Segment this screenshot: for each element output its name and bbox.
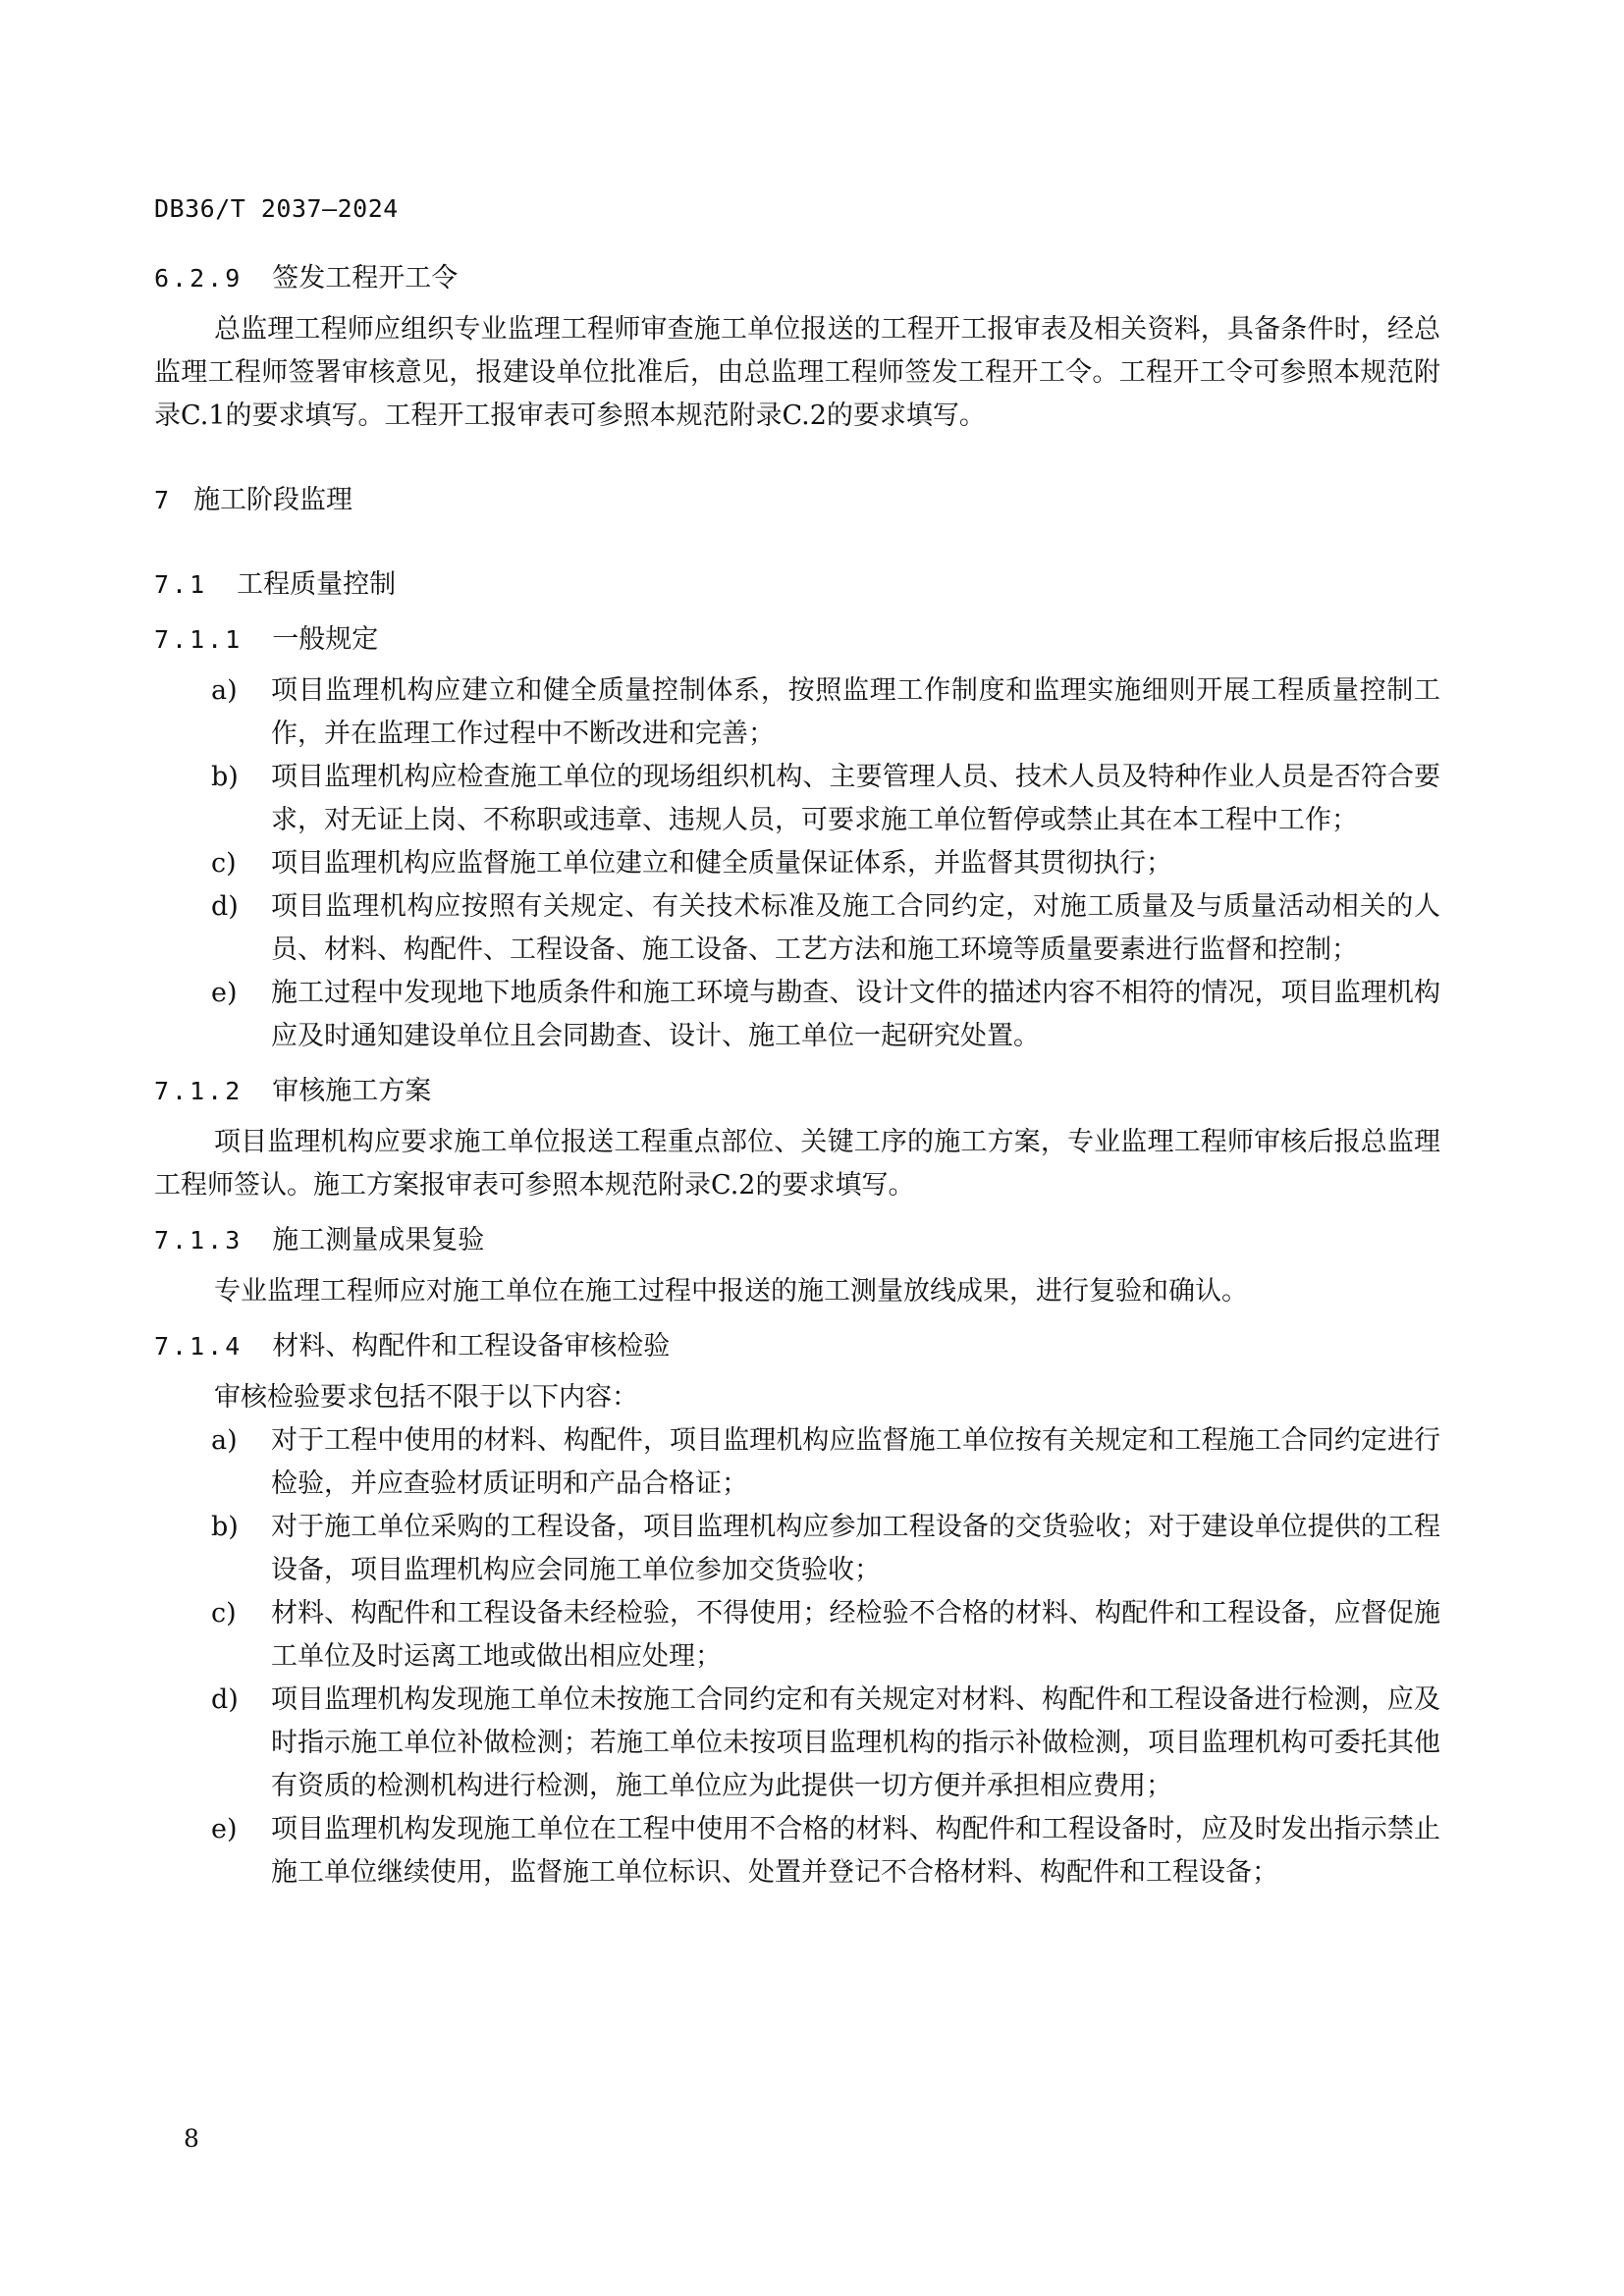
heading-7 (154, 479, 1440, 522)
list-marker: e) (211, 1814, 238, 1844)
list-text: 项目监理机构应建立和健全质量控制体系，按照监理工作制度和监理实施细则开展工程质量控制工作，并在监理工作过程中不断改进和完善； (271, 675, 1440, 749)
heading-7-1-1 (154, 618, 1440, 662)
heading-title: 工程质量控制 (237, 569, 397, 600)
list-text: 施工过程中发现地下地质条件和施工环境与勘查、设计文件的描述内容不相符的情况，项目监理机构应及时通知建设单位且会同勘查、设计、施工单位一起研究处置。 (271, 978, 1440, 1051)
heading-title: 审核施工方案 (272, 1076, 432, 1106)
list-text: 对于施工单位采购的工程设备，项目监理机构应参加工程设备的交货验收；对于建设单位提供的工程设备，项目监理机构应会同施工单位参加交货验收； (271, 1512, 1440, 1585)
list-item (154, 1592, 1440, 1679)
list-item (154, 669, 1440, 756)
heading-7-1-4 (154, 1325, 1440, 1368)
list-marker: a) (211, 675, 238, 706)
document-body (154, 257, 1440, 1895)
document-code: DB36/T 2037—2024 (154, 194, 399, 223)
list-text: 项目监理机构应按照有关规定、有关技术标准及施工合同约定，对施工质量及与质量活动相关的人员、材料、构配件、工程设备、施工设备、工艺方法和施工环境等质量要素进行监督和控制； (271, 891, 1440, 965)
heading-number: 7.1.4 (154, 1332, 244, 1361)
heading-7-1-2 (154, 1070, 1440, 1113)
list-marker: d) (211, 1684, 239, 1715)
heading-7-1 (154, 563, 1440, 607)
list-marker: b) (211, 762, 239, 792)
list-item (154, 756, 1440, 842)
paragraph-7-1-3: 专业监理工程师应对施工单位在施工过程中报送的施工测量放线成果，进行复验和确认。 (214, 1276, 1248, 1307)
list-text: 项目监理机构应监督施工单位建立和健全质量保证体系，并监督其贯彻执行； (271, 848, 1172, 879)
list-item (154, 1506, 1440, 1592)
list-7-1-4 (154, 1419, 1440, 1895)
heading-number: 7.1.2 (154, 1077, 244, 1105)
list-text: 项目监理机构发现施工单位在工程中使用不合格的材料、构配件和工程设备时，应及时发出指示禁止施工单位继续使用，监督施工单位标识、处置并登记不合格材料、构配件和工程设备； (271, 1814, 1440, 1888)
list-marker: c) (211, 848, 237, 879)
paragraph-7-1-4-intro: 审核检验要求包括不限于以下内容： (214, 1382, 638, 1413)
list-text: 材料、构配件和工程设备未经检验，不得使用；经检验不合格的材料、构配件和工程设备，应督促施工单位及时运离工地或做出相应处理； (271, 1598, 1440, 1672)
list-item (154, 1419, 1440, 1506)
heading-title: 施工测量成果复验 (272, 1225, 485, 1255)
heading-6-2-9 (154, 257, 1440, 300)
list-marker: c) (211, 1598, 237, 1629)
heading-number: 7.1.3 (154, 1226, 244, 1255)
heading-title: 一般规定 (272, 624, 379, 655)
paragraph-6-2-9: 总监理工程师应组织专业监理工程师审查施工单位报送的工程开工报审表及相关资料，具备条件时，经总监理工程师签署审核意见，报建设单位批准后，由总监理工程师签发工程开工令。工程开工令可参照本规范附录C.1的要求填写。工程开工报审表可参照本规范附录C.2的要求填写。 (154, 314, 1440, 431)
heading-title: 签发工程开工令 (272, 263, 459, 294)
list-text: 对于工程中使用的材料、构配件，项目监理机构应监督施工单位按有关规定和工程施工合同约定进行检验，并应查验材质证明和产品合格证； (271, 1425, 1440, 1499)
list-text: 项目监理机构发现施工单位未按施工合同约定和有关规定对材料、构配件和工程设备进行检测，应及时指示施工单位补做检测；若施工单位未按项目监理机构的指示补做检测，项目监理机构可委托其他有资质的检测机构进行检测，施工单位应为此提供一切方便并承担相应费用； (271, 1684, 1440, 1801)
list-text: 项目监理机构应检查施工单位的现场组织机构、主要管理人员、技术人员及特种作业人员是否符合要求，对无证上岗、不称职或违章、违规人员，可要求施工单位暂停或禁止其在本工程中工作； (271, 762, 1440, 835)
heading-number: 7 (154, 486, 173, 514)
list-marker: d) (211, 891, 239, 922)
list-marker: a) (211, 1425, 238, 1456)
heading-title: 施工阶段监理 (193, 485, 353, 515)
heading-title: 材料、构配件和工程设备审核检验 (272, 1331, 671, 1362)
heading-number: 7.1.1 (154, 625, 244, 654)
heading-number: 7.1 (154, 570, 208, 599)
list-item (154, 1808, 1440, 1895)
list-marker: e) (211, 978, 238, 1008)
list-item (154, 842, 1440, 885)
paragraph-7-1-2: 项目监理机构应要求施工单位报送工程重点部位、关键工序的施工方案，专业监理工程师审核后报总监理工程师签认。施工方案报审表可参照本规范附录C.2的要求填写。 (154, 1127, 1440, 1201)
list-7-1-1 (154, 669, 1440, 1058)
page-number: 8 (184, 2124, 199, 2153)
list-marker: b) (211, 1512, 239, 1542)
list-item (154, 885, 1440, 972)
heading-number: 6.2.9 (154, 264, 244, 293)
list-item (154, 1679, 1440, 1808)
heading-7-1-3 (154, 1219, 1440, 1262)
list-item (154, 972, 1440, 1058)
